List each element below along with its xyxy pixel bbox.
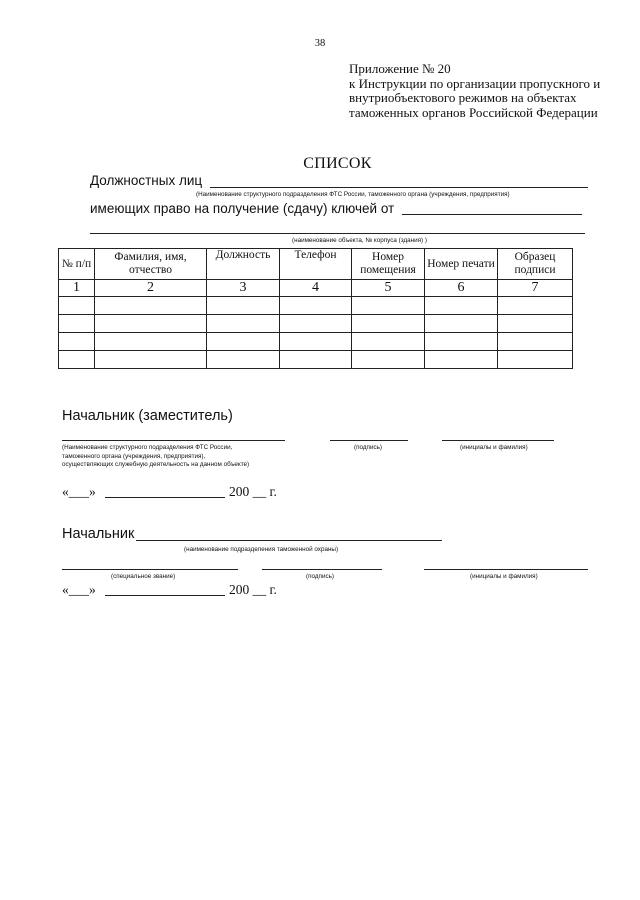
- table-cell[interactable]: [207, 351, 280, 369]
- column-header: Фамилия, имя, отчество: [95, 249, 207, 280]
- object-name-caption: (наименование объекта, № корпуса (здания) ): [292, 237, 427, 244]
- column-header: Должность: [207, 249, 280, 280]
- unit-caption-line: (Наименование структурного подразделения ФТС России,: [62, 444, 233, 451]
- column-number: 5: [352, 280, 425, 297]
- initials-caption: (инициалы и фамилия): [460, 444, 528, 451]
- column-header: Телефон: [280, 249, 352, 280]
- table-row: [59, 351, 573, 369]
- column-header: Номер печати: [425, 249, 498, 280]
- date-day: «___»: [62, 582, 96, 597]
- column-header: Номер помещения: [352, 249, 425, 280]
- column-header: № п/п: [59, 249, 95, 280]
- initials-caption: (инициалы и фамилия): [470, 573, 538, 580]
- column-number: 4: [280, 280, 352, 297]
- appendix-line: Приложение № 20: [349, 61, 451, 76]
- initials-line: [442, 440, 554, 441]
- guard-unit-caption: (наименование подразделения таможенной охраны): [184, 546, 339, 553]
- table-cell[interactable]: [352, 351, 425, 369]
- unit-caption-line: таможенного органа (учреждения, предприятия),: [62, 452, 206, 460]
- signature-line: [262, 569, 382, 570]
- page-number: 38: [314, 38, 326, 49]
- table-cell[interactable]: [425, 333, 498, 351]
- chief-deputy-heading: Начальник (заместитель): [62, 408, 233, 424]
- table-cell[interactable]: [425, 315, 498, 333]
- table-cell[interactable]: [352, 297, 425, 315]
- table-cell[interactable]: [95, 297, 207, 315]
- table-cell[interactable]: [280, 333, 352, 351]
- officials-label: Должностных лиц: [90, 173, 203, 188]
- table-cell[interactable]: [352, 333, 425, 351]
- object-name-line: [90, 233, 585, 234]
- date-month-line: [105, 595, 225, 596]
- table-cell[interactable]: [207, 315, 280, 333]
- date-day: «___»: [62, 484, 96, 499]
- table-row: [59, 333, 573, 351]
- table-cell[interactable]: [59, 315, 95, 333]
- table-cell[interactable]: [59, 333, 95, 351]
- table-cell[interactable]: [95, 351, 207, 369]
- table-cell[interactable]: [498, 333, 573, 351]
- appendix-line: к Инструкции по организации пропускного и: [349, 75, 601, 91]
- table-cell[interactable]: [207, 297, 280, 315]
- keys-table: [58, 248, 573, 369]
- date-year: 200 __ г.: [229, 582, 277, 597]
- table-cell[interactable]: [498, 315, 573, 333]
- table-cell[interactable]: [498, 351, 573, 369]
- column-number: 7: [498, 280, 573, 297]
- table-header-row: [59, 249, 573, 280]
- table-row: [59, 315, 573, 333]
- table-cell[interactable]: [207, 333, 280, 351]
- keys-from-line: [402, 214, 582, 215]
- unit-name-line: [210, 187, 588, 188]
- table-cell[interactable]: [280, 297, 352, 315]
- column-number: 2: [95, 280, 207, 297]
- table-cell[interactable]: [425, 297, 498, 315]
- table-cell[interactable]: [425, 351, 498, 369]
- table-row: [59, 297, 573, 315]
- column-number: 3: [207, 280, 280, 297]
- rank-line: [62, 569, 238, 570]
- rank-caption: (специальное звание): [111, 573, 176, 580]
- column-header: Образец подписи: [498, 249, 573, 280]
- table-cell[interactable]: [280, 351, 352, 369]
- date-year: 200 __ г.: [229, 484, 277, 499]
- unit-name-caption: (Наименование структурного подразделения ФТС России, таможенного органа (учреждения, предприятия): [196, 191, 510, 198]
- date-month-line: [105, 497, 225, 498]
- unit-signature-line: [62, 440, 285, 441]
- column-number: 6: [425, 280, 498, 297]
- appendix-line: таможенных органов Российской Федерации: [349, 104, 598, 120]
- appendix-line: внутриобъектового режимов на объектах: [349, 90, 577, 105]
- table-cell[interactable]: [280, 315, 352, 333]
- signature-caption: (подпись): [306, 573, 334, 580]
- unit-caption-line: осуществляющих служебную деятельность на данном объекте): [62, 461, 250, 468]
- table-cell[interactable]: [352, 315, 425, 333]
- appendix-note: [349, 62, 600, 120]
- signature-caption: (подпись): [354, 444, 382, 451]
- table-cell[interactable]: [59, 351, 95, 369]
- table-cell[interactable]: [498, 297, 573, 315]
- signature-line: [330, 440, 408, 441]
- table-cell[interactable]: [59, 297, 95, 315]
- chief-heading: Начальник: [62, 526, 135, 542]
- document-title: СПИСОК: [303, 155, 372, 172]
- column-number-row: [59, 280, 573, 297]
- initials-line: [424, 569, 588, 570]
- column-number: 1: [59, 280, 95, 297]
- keys-label: имеющих право на получение (сдачу) ключей от: [90, 201, 395, 216]
- table-cell[interactable]: [95, 333, 207, 351]
- table-cell[interactable]: [95, 315, 207, 333]
- unit-caption: [62, 444, 249, 470]
- guard-unit-line: [136, 540, 442, 541]
